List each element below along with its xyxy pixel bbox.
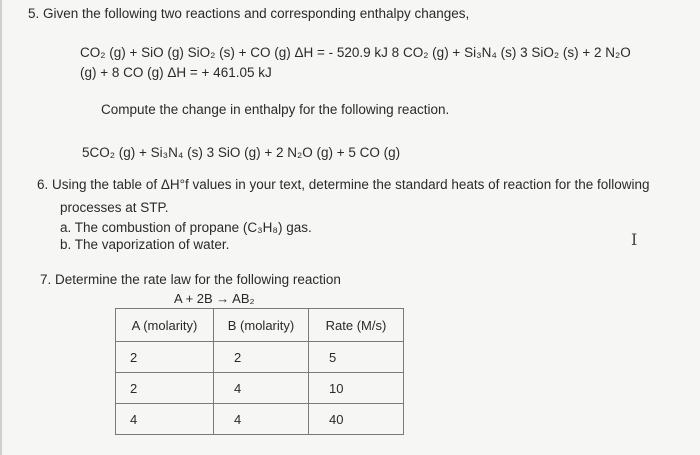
q5-target-reaction: 5CO₂ (g) + Si₃N₄ (s) 3 SiO (g) + 2 N₂O (g) + 5 CO (g) [82, 145, 401, 160]
q5-reaction-line2: (g) + 8 CO (g) ΔH = + 461.05 kJ [80, 65, 272, 80]
q5-heading: 5. Given the following two reactions and corresponding enthalpy changes, [28, 6, 470, 21]
col-header-rate: Rate (M/s) [309, 309, 404, 342]
cell-rate: 10 [309, 373, 404, 404]
q7-reaction: A + 2B → AB₂ [174, 291, 255, 306]
cell-a: 4 [116, 404, 214, 435]
table-row [116, 342, 404, 373]
table-row [116, 373, 404, 404]
cell-a: 2 [116, 373, 214, 404]
q5-instruction: Compute the change in enthalpy for the following reaction. [101, 102, 450, 117]
q7-heading: 7. Determine the rate law for the following reaction [40, 272, 341, 287]
text-cursor-icon: I [631, 230, 638, 249]
q6-line2: processes at STP. [60, 200, 169, 215]
cell-rate: 5 [309, 342, 404, 373]
q6-line1: 6. Using the table of ΔH°f values in your text, determine the standard heats of reaction for the following [37, 177, 650, 192]
q5-reaction-line1: CO₂ (g) + SiO (g) SiO₂ (s) + CO (g) ΔH = - 520.9 kJ 8 CO₂ (g) + Si₃N₄ (s) 3 SiO₂ (s) + 2 N₂O [80, 45, 631, 60]
cell-rate: 40 [309, 404, 404, 435]
table-row [116, 404, 404, 435]
table-header-row [116, 309, 404, 342]
rate-table [115, 308, 404, 435]
cell-b: 4 [214, 373, 309, 404]
cell-a: 2 [116, 342, 214, 373]
q6-part-a: a. The combustion of propane (C₃H₈) gas. [60, 220, 312, 235]
col-header-b: B (molarity) [214, 309, 309, 342]
cell-b: 2 [214, 342, 309, 373]
cell-b: 4 [214, 404, 309, 435]
col-header-a: A (molarity) [116, 309, 214, 342]
q6-part-b: b. The vaporization of water. [60, 237, 230, 252]
page-left-edge [0, 0, 2, 455]
